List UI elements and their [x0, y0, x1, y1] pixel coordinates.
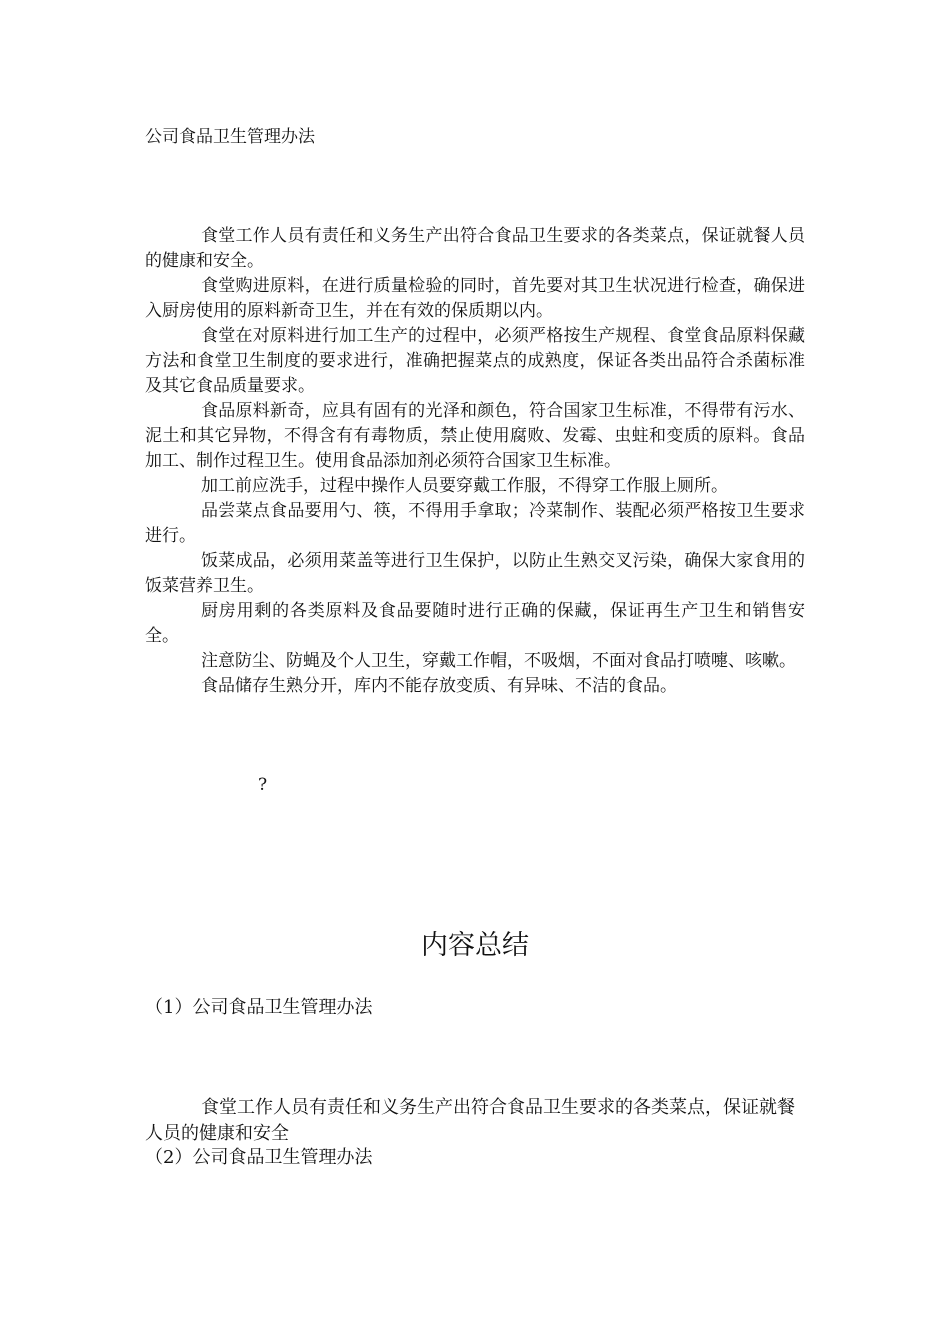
summary-item-1: （1）公司食品卫生管理办法: [145, 997, 373, 1018]
summary-item-2: （2）公司食品卫生管理办法: [145, 1147, 373, 1168]
question-mark: ?: [258, 775, 268, 795]
summary-paragraph: 食堂工作人员有责任和义务生产出符合食品卫生要求的各类菜点，保证就餐人员的健康和安全: [145, 1097, 795, 1144]
paragraph-4: 食品原料新奇，应具有固有的光泽和颜色，符合国家卫生标准，不得带有污水、泥土和其它异物，不得含有有毒物质，禁止使用腐败、发霉、虫蛀和变质的原料。食品加工、制作过程卫生。使用食品添加剂必须符合国家卫生标准。: [145, 401, 805, 471]
paragraph-8: 厨房用剩的各类原料及食品要随时进行正确的保藏，保证再生产卫生和销售安全。: [145, 601, 805, 646]
summary-text: [145, 1095, 805, 1147]
paragraph-6: 品尝菜点食品要用勺、筷，不得用手拿取；冷菜制作、装配必须严格按卫生要求进行。: [145, 501, 805, 546]
paragraph-2: 食堂购进原料，在进行质量检验的同时，首先要对其卫生状况进行检查，确保进入厨房使用的原料新奇卫生，并在有效的保质期以内。: [145, 276, 805, 321]
summary-heading: 内容总结: [421, 930, 529, 961]
paragraph-7: 饭菜成品，必须用菜盖等进行卫生保护，以防止生熟交叉污染，确保大家食用的饭菜营养卫生。: [145, 551, 805, 596]
paragraph-5: 加工前应洗手，过程中操作人员要穿戴工作服，不得穿工作服上厕所。: [201, 476, 728, 496]
paragraph-10: 食品储存生熟分开，库内不能存放变质、有异味、不洁的食品。: [201, 676, 677, 696]
paragraph-1: 食堂工作人员有责任和义务生产出符合食品卫生要求的各类菜点，保证就餐人员的健康和安全。: [145, 226, 805, 271]
document-title: 公司食品卫生管理办法: [145, 127, 315, 147]
document-body: [145, 224, 805, 699]
paragraph-3: 食堂在对原料进行加工生产的过程中，必须严格按生产规程、食堂食品原料保藏方法和食堂卫生制度的要求进行，准确把握菜点的成熟度，保证各类出品符合杀菌标准及其它食品质量要求。: [145, 326, 805, 396]
paragraph-9: 注意防尘、防蝇及个人卫生，穿戴工作帽，不吸烟，不面对食品打喷嚏、咳嗽。: [201, 651, 796, 671]
